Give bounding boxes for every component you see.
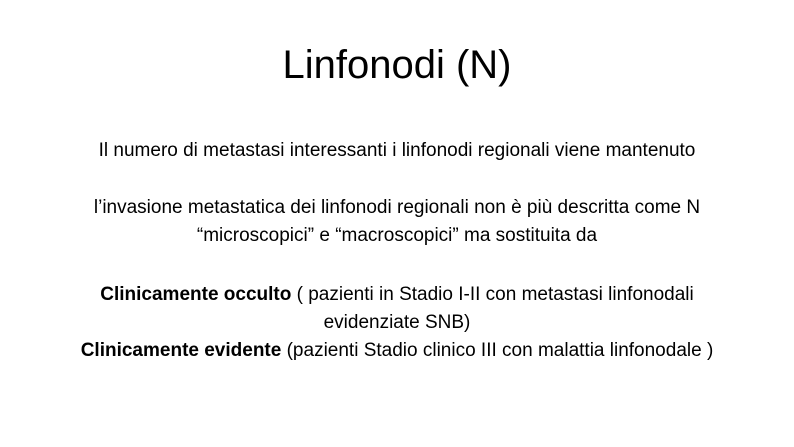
paragraph-clinical-classification (20, 281, 774, 365)
classification-item-occult (20, 281, 774, 309)
paragraph-line-1: l’invasione metastatica dei linfonodi regionali non è più descritta come N (93, 197, 701, 218)
classification-item-evident (20, 337, 774, 365)
paragraph-metastatic-invasion (20, 194, 774, 250)
paragraph-text: Il numero di metastasi interessanti i linfonodi regionali viene mantenuto (98, 140, 696, 161)
classification-term-evident: Clinicamente evidente (80, 340, 282, 361)
slide-title: Linfonodi (N) (282, 43, 512, 87)
classification-desc-occult-line1: ( pazienti in Stadio I-II con metastasi linfonodali (291, 284, 694, 305)
classification-term-occult: Clinicamente occulto (100, 284, 292, 305)
paragraph-lymph-node-count (20, 137, 774, 165)
paragraph-line-2: “microscopici” e “macroscopici” ma sostituita da (196, 225, 598, 246)
classification-desc-evident: (pazienti Stadio clinico III con malattia linfonodale ) (281, 340, 714, 361)
classification-desc-occult-line2: evidenziate SNB) (323, 312, 471, 333)
